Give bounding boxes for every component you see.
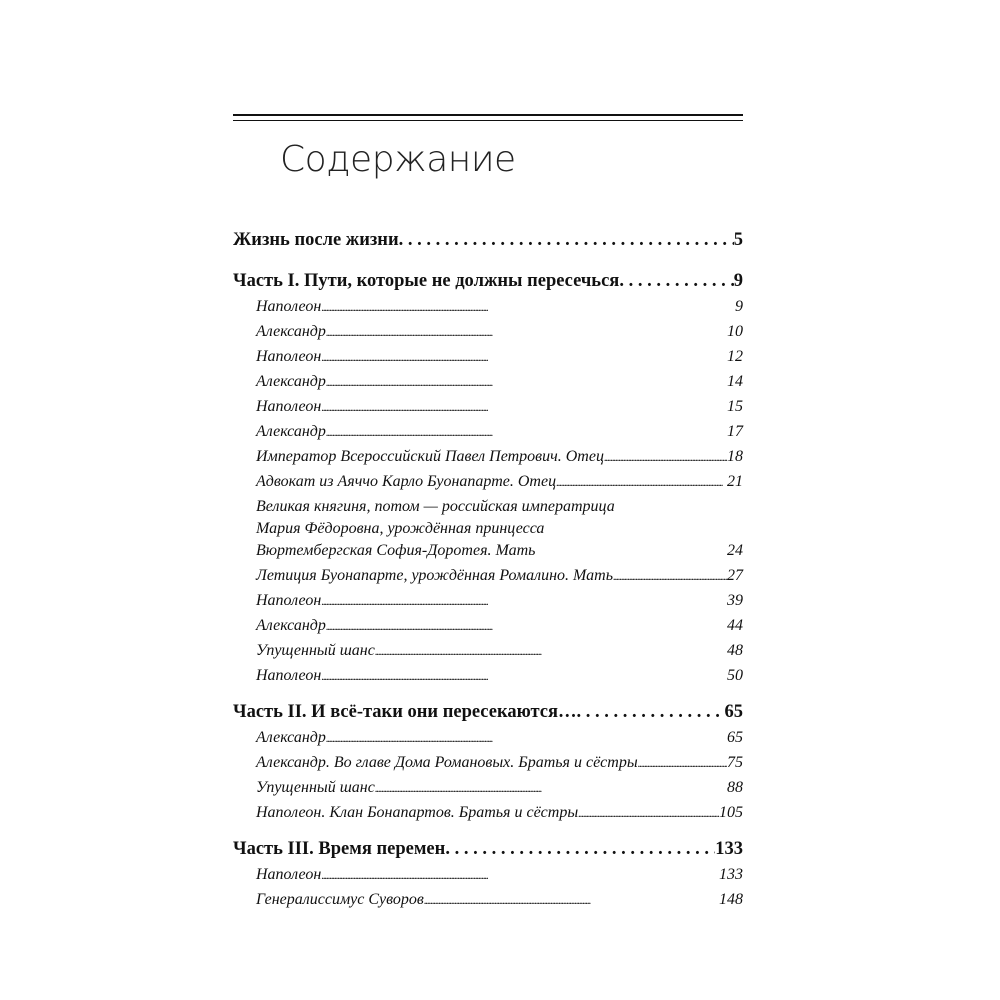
toc-part-2-label: Часть II. И всё-таки они пересекаются… <box>233 702 577 722</box>
dot-leader <box>326 725 727 751</box>
toc-item[interactable] <box>233 444 743 469</box>
toc-item-label-line: Великая княгиня, потом — российская императрица <box>256 498 615 515</box>
toc-item[interactable] <box>233 663 743 688</box>
toc-item-label: Наполеон <box>256 348 322 365</box>
toc-item[interactable] <box>233 344 743 369</box>
toc-part-2-page: 65 <box>724 702 743 722</box>
toc-item-label: Адвокат из Аяччо Карло Буонапарте. Отец <box>256 473 557 490</box>
toc-item[interactable] <box>233 588 743 613</box>
dot-leader <box>321 294 735 320</box>
toc-item-label: Наполеон. Клан Бонапартов. Братья и сёстры <box>256 804 579 821</box>
toc-item-page: 27 <box>727 567 743 584</box>
toc-item[interactable] <box>233 469 743 494</box>
toc-item-page: 44 <box>727 617 743 634</box>
dot-leader <box>326 419 727 445</box>
toc-intro-page: 5 <box>733 230 743 250</box>
dot-leader <box>375 775 727 801</box>
toc-item-label: Александр <box>256 373 326 390</box>
toc-item[interactable] <box>233 563 743 588</box>
toc-item-label: Наполеон <box>256 667 322 684</box>
toc-part-3-label: Часть III. Время перемен <box>233 839 446 859</box>
toc-item[interactable] <box>233 887 743 912</box>
toc-part-1-page: 9 <box>733 271 743 291</box>
toc-item-label: Александр. Во главе Дома Романовых. Братья и сёстры <box>256 754 638 771</box>
toc-part-2[interactable] <box>233 700 743 725</box>
toc-item[interactable] <box>233 294 743 319</box>
toc-part-1[interactable] <box>233 269 743 294</box>
table-of-contents <box>233 228 743 912</box>
toc-item-label: Наполеон <box>256 398 322 415</box>
toc-item-label: Александр <box>256 729 326 746</box>
toc-intro-label: Жизнь после жизни <box>233 230 399 250</box>
toc-item[interactable] <box>233 419 743 444</box>
toc-item-label: Наполеон <box>256 866 322 883</box>
dot-leader <box>556 469 727 495</box>
toc-part-3-page: 133 <box>715 839 743 859</box>
header-rule-thin <box>233 120 743 121</box>
page-title: Содержание <box>280 139 516 180</box>
toc-item-page: 133 <box>719 866 743 883</box>
toc-item[interactable] <box>233 369 743 394</box>
dot-leader <box>326 369 727 395</box>
toc-item-label: Император Всероссийский Павел Петрович. Отец <box>256 448 604 465</box>
dot-leader <box>399 228 734 253</box>
dot-leader <box>321 862 719 888</box>
dot-leader <box>321 588 727 614</box>
toc-item-label: Генералиссимус Суворов <box>256 891 424 908</box>
toc-item-page: 65 <box>727 729 743 746</box>
toc-item-page: 24 <box>727 542 743 559</box>
toc-item-label: Александр <box>256 423 326 440</box>
dot-leader <box>578 800 719 826</box>
toc-item-page: 17 <box>727 423 743 440</box>
dot-leader <box>445 837 715 862</box>
toc-item-page: 148 <box>719 891 743 908</box>
dot-leader <box>424 887 719 913</box>
dot-leader <box>321 394 727 420</box>
toc-item[interactable] <box>233 725 743 750</box>
toc-item-multiline[interactable] <box>233 494 743 563</box>
dot-leader <box>577 700 725 725</box>
dot-leader <box>619 269 733 294</box>
toc-item-label: Александр <box>256 617 326 634</box>
toc-item[interactable] <box>233 800 743 825</box>
toc-item-page: 105 <box>719 804 743 821</box>
toc-item-page: 50 <box>727 667 743 684</box>
header-rule-thick <box>233 114 743 116</box>
toc-part-1-label: Часть I. Пути, которые не должны пересечься <box>233 271 620 291</box>
toc-item-page: 75 <box>727 754 743 771</box>
toc-item-page: 18 <box>727 448 743 465</box>
toc-item-page: 9 <box>735 298 743 315</box>
toc-item-label-line: Вюртембергская София-Доротея. Мать <box>256 542 536 559</box>
toc-item-page: 10 <box>727 323 743 340</box>
toc-intro[interactable] <box>233 228 743 253</box>
toc-item-page: 21 <box>727 473 743 490</box>
toc-item[interactable] <box>233 613 743 638</box>
dot-leader <box>321 663 727 689</box>
toc-item-page: 48 <box>727 642 743 659</box>
toc-item[interactable] <box>233 750 743 775</box>
toc-item-label: Александр <box>256 323 326 340</box>
toc-item-label: Наполеон <box>256 298 322 315</box>
toc-item-label: Упущенный шанс <box>256 779 375 796</box>
toc-page <box>233 114 743 908</box>
dot-leader <box>321 344 727 370</box>
toc-item-label: Наполеон <box>256 592 322 609</box>
dot-leader <box>638 750 727 776</box>
toc-item-label-line: Мария Фёдоровна, урождённая принцесса <box>256 520 545 537</box>
toc-item-page: 15 <box>727 398 743 415</box>
toc-item[interactable] <box>233 394 743 419</box>
dot-leader <box>326 319 727 345</box>
toc-part-3[interactable] <box>233 837 743 862</box>
toc-item-page: 39 <box>727 592 743 609</box>
toc-item-label: Летиция Буонапарте, урождённая Ромалино. Мать <box>256 567 613 584</box>
toc-item[interactable] <box>233 775 743 800</box>
toc-item-page: 14 <box>727 373 743 390</box>
toc-item[interactable] <box>233 319 743 344</box>
dot-leader <box>375 638 727 664</box>
toc-item-page: 12 <box>727 348 743 365</box>
dot-leader <box>326 613 727 639</box>
toc-item[interactable] <box>233 638 743 663</box>
toc-item[interactable] <box>233 862 743 887</box>
dot-leader <box>613 563 727 589</box>
toc-item-page: 88 <box>727 779 743 796</box>
toc-item-label: Упущенный шанс <box>256 642 375 659</box>
dot-leader <box>604 444 727 470</box>
